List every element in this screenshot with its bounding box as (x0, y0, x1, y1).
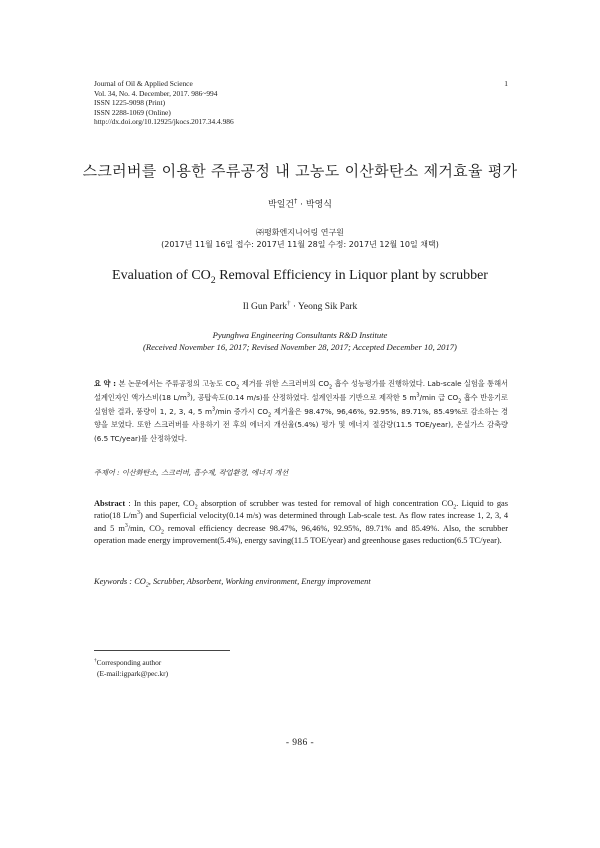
korean-affiliation: ㈜평화엔지니어링 연구원 (256, 228, 344, 237)
korean-abstract-label: 요 약 : (94, 379, 119, 388)
korean-author-1: 박일건 (268, 200, 295, 210)
footnote-divider (94, 650, 230, 651)
english-keywords-label: Keywords (94, 577, 128, 586)
author-separator: · (290, 302, 298, 312)
journal-header (94, 79, 474, 127)
english-author-2: Yeong Sik Park (298, 302, 358, 312)
volume-info: Vol. 34, No. 4. December, 2017. 986~994 (94, 88, 218, 98)
english-title: Evaluation of $CO_2$ Removal Efficiency in Liquor plant by scrubber (112, 268, 488, 286)
footnote-mark: † (94, 657, 97, 664)
english-author-1: Il Gun Park (242, 302, 288, 312)
issn-online: ISSN 2288-1069 (Online) (94, 107, 171, 117)
korean-abstract: 요 약 : 본 논문에서는 주류공정의 고농도 $CO_2$ 제거를 위한 스크러버의 $CO_2$ 흡수 성능평가를 진행하였다. Lab-scale 실험을 통해서 설계인자인 액가스비(18 $L/m^3$), 공탑속도(0.14 m/s)를 산정하였다. 설계인자를 기반으로 제작한 5 $m^3/\min$ 급 $CO_2$ 흡수 반응기로 실험한 결과, 풍량이 1, 2, 3, 4, 5 $m^3/\min$ 증가시 $CO_2$ 제거율은 98.47%, 96,46%, 92.95%, 89.71%, 85.49%로 감소하는 경향을 보였다. 또한 스크러버를 사용하기 전 후의 에너지 개선율(5.4%) 평가 및 에너지 절감량(11.5 TOE/year), 온실가스 감축량(6.5 TC/year)를 산정하였다. (94, 379, 509, 444)
english-affiliation-block (60, 330, 540, 353)
header-page-number: 1 (504, 79, 508, 88)
doi-link[interactable]: http://dx.doi.org/10.12925/jkocs.2017.34.4.986 (94, 117, 234, 127)
english-abstract-label: Abstract (94, 499, 126, 508)
korean-dates: (2017년 11월 16일 접수: 2017년 11월 28일 수정: 2017년 12월 10일 채택) (161, 240, 439, 249)
english-abstract: Abstract : In this paper, $CO_2$ absorption of scrubber was tested for removal of high concentration $CO_2$. Liquid to gas ratio(18 $L/m^3$) and Superficial velocity(0.14 m/s) was determined through Lab-scale test. As flow rates increase 1, 2, 3, 4 and 5 $m^3/\min$, $CO_2$ removal efficiency decrease 98.47%, 96,46%, 92.95%, 89.71% and 85.49%. Also, the scrubber operation made energy improvement(5.4%), energy saving(11.5 TOE/year) and greenhouse gases reduction(6.5 TC/year). (94, 499, 509, 546)
author-separator: · (297, 200, 306, 210)
corresponding-email[interactable]: (E-mail:igpark@pec.kr) (97, 669, 169, 678)
english-dates: (Received November 16, 2017; Revised November 28, 2017; Accepted December 10, 2017) (143, 341, 457, 352)
english-affiliation: Pyunghwa Engineering Consultants R&D Institute (212, 330, 388, 340)
english-authors (100, 299, 500, 312)
korean-author-2: 박영식 (305, 200, 332, 210)
footer-page-number: - 986 - (285, 738, 315, 748)
corresponding-mark: † (287, 299, 291, 307)
korean-affiliation-block (80, 227, 520, 251)
issn-print: ISSN 1225-9098 (Print) (94, 98, 166, 108)
journal-name: Journal of Oil & Applied Science (94, 79, 193, 88)
korean-authors (100, 197, 500, 210)
korean-title: 스크러버를 이용한 주류공정 내 고농도 이산화탄소 제거효율 평가 (82, 162, 518, 180)
corresponding-mark: † (294, 198, 298, 205)
footnote (94, 657, 394, 679)
korean-keywords: 주제어 : 이산화탄소, 스크러버, 흡수제, 작업환경, 에너지 개선 (94, 468, 289, 477)
english-keywords: Keywords : $CO_2$, Scrubber, Absorbent, Working environment, Energy improvement (94, 577, 371, 589)
footnote-label: Corresponding author (96, 658, 162, 667)
